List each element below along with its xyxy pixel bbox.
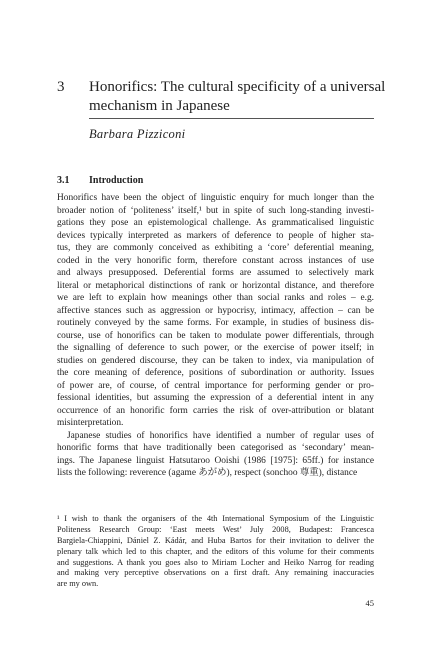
section-number: 3.1: [57, 175, 70, 186]
body-line: Honorifics have been the object of linguistic enquiry for much longer than the: [57, 193, 374, 203]
section-heading: Introduction: [89, 175, 144, 186]
chapter-number: 3: [57, 79, 65, 95]
body-line: devices typically interpreted as markers of deference to people of higher sta-: [57, 230, 374, 241]
author-name: Barbara Pizziconi: [89, 127, 186, 141]
body-line: and always presupposed. Deferential forms are assumed to selectively mark: [57, 268, 374, 278]
title-divider: [89, 118, 374, 119]
footnote-line: plenary talk which led to this chapter, and the editors of this volume for their comments: [57, 546, 374, 556]
footnote-line: Bargiela-Chiappini, Dániel Z. Kádár, and Huba Bartos for their invitation to deliver the: [57, 535, 374, 545]
body-text: [57, 192, 374, 480]
body-line: routinely conveyed by the same forms. For example, in studies of business dis-: [57, 318, 374, 328]
footnote-line: ¹ I wish to thank the organisers of the 4th International Symposium of the Linguistic: [57, 514, 374, 523]
body-line: of power are, of course, of central importance for performing gender or pro-: [57, 380, 374, 391]
page-number: 45: [365, 598, 374, 608]
body-line: the core meaning of deference, positions of subordination or authority. Issues: [57, 368, 374, 378]
footnote-line: Politeness Research Group: ‘East meets West’ July 2008, Budapest: Francesca: [57, 524, 374, 534]
body-line: the signalling of deference to such power, or the exercise of power itself; in: [57, 343, 374, 353]
body-line: studies on gendered discourse, they can be taken to index, via manipulation of: [57, 355, 374, 366]
body-line: fessional identities, but assuming the expression of a deferential intent in any: [57, 393, 374, 403]
body-line: broader notion of ‘politeness’ itself,¹ but in spite of such long-standing investi-: [57, 205, 374, 216]
body-line: misinterpretation.: [57, 418, 124, 428]
chapter-title-line-1: Honorifics: The cultural specificity of a universal: [89, 79, 386, 95]
body-line: honorific forms that have traditionally been categorised as ‘secondary’ mean-: [57, 443, 374, 453]
chapter-title-line-2: mechanism in Japanese: [89, 98, 230, 114]
body-line: ings. The Japanese linguist Hatsutaroo Ooishi (1986 [1975]: 65ff.) for instance: [57, 455, 374, 466]
footnote: [57, 514, 374, 590]
body-line: occurrence of an honorific form carries the risk of over-attribution or blatant: [57, 405, 374, 416]
footnote-line: are my own.: [57, 579, 99, 589]
body-line: Japanese studies of honorifics have identified a number of regular uses of: [67, 430, 374, 441]
body-line: tus, they are commonly conceived as exhibiting a ‘core’ deferential meaning,: [57, 243, 374, 253]
body-line: course, use of honorifics can be taken to modulate power differentials, through: [57, 330, 374, 341]
body-line: affective stances such as aggression or hypocrisy, intimacy, affection – can be: [57, 305, 374, 316]
body-line: literal or metaphorical distinctions of rank or horizontal distance, and therefore: [57, 280, 374, 291]
body-line: gations they pose an epistemological challenge. As grammaticalised linguistic: [57, 218, 374, 228]
chapter-title: [89, 78, 389, 116]
body-line: coded in the very honorific form, therefore constant across instances of use: [57, 255, 374, 266]
footnote-line: and making very perceptive observations on a first draft. Any remaining inaccuracies: [57, 568, 374, 578]
body-line: lists the following: reverence (agame あがめ), respect (sonchoo 尊重), distance: [57, 468, 358, 478]
footnote-line: and suggestions. A thank you goes also to Miriam Locher and Heiko Narrog for reading: [57, 557, 374, 567]
body-line: we are left to explain how meanings other than social ranks and roles – e.g.: [57, 293, 374, 303]
